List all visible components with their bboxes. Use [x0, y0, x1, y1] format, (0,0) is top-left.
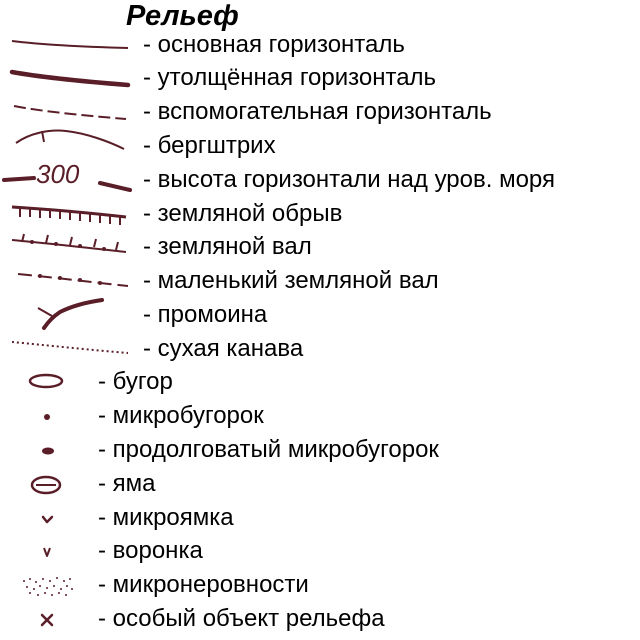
legend-row-auxiliary-contour: [0, 95, 640, 129]
special-landform-icon: [0, 602, 96, 636]
small-knoll-icon: [0, 399, 96, 433]
legend-row-contour-height: [0, 163, 640, 197]
legend-label: - микробугорок: [98, 402, 264, 429]
main-contour-line-icon: [0, 28, 140, 62]
legend-row-index-contour: [0, 61, 640, 95]
legend-label: - земляной обрыв: [143, 200, 343, 227]
legend-row-small-pit: [0, 501, 640, 535]
legend-label: - земляной вал: [143, 233, 312, 260]
legend-title: Рельеф: [126, 0, 239, 32]
knoll-icon: [0, 365, 96, 399]
legend-label: - микронеровности: [98, 571, 309, 598]
legend-row-small-earth-wall: [0, 264, 640, 298]
funnel-icon: [0, 534, 96, 568]
legend-label: - бергштрих: [143, 132, 276, 159]
legend-row-broken-ground: [0, 568, 640, 602]
legend-label: - воронка: [98, 537, 203, 564]
small-earth-wall-icon: [0, 264, 140, 298]
legend-row-dry-ditch: [0, 332, 640, 366]
legend-row-special-landform: [0, 602, 640, 636]
contour-height-label: 300: [36, 163, 80, 189]
small-pit-icon: [0, 501, 96, 535]
legend-label: - утолщённая горизонталь: [143, 64, 437, 91]
pit-icon: [0, 467, 96, 501]
legend-row-knoll: [0, 365, 640, 399]
legend-row-elongated-knoll: [0, 433, 640, 467]
dry-ditch-icon: [0, 332, 140, 366]
erosion-gully-icon: [0, 298, 140, 332]
broken-ground-icon: [0, 568, 96, 602]
legend-row-main-contour: [0, 28, 640, 62]
legend-label: - бугор: [98, 368, 173, 395]
slope-line-icon: [0, 129, 140, 163]
legend-row-small-knoll: [0, 399, 640, 433]
earth-bank-icon: [0, 197, 140, 231]
contour-height-icon: [0, 163, 140, 197]
legend-label: - яма: [98, 470, 156, 497]
elongated-knoll-icon: [0, 433, 96, 467]
legend-row-pit: [0, 467, 640, 501]
auxiliary-contour-line-icon: [0, 95, 140, 129]
earth-wall-icon: [0, 230, 140, 264]
legend-row-erosion-gully: [0, 298, 640, 332]
legend-label: - особый объект рельефа: [98, 605, 385, 632]
legend-label: - сухая канава: [143, 335, 304, 362]
legend-label: - вспомогательная горизонталь: [143, 98, 492, 125]
legend-row-earth-bank: [0, 197, 640, 231]
legend-row-earth-wall: [0, 230, 640, 264]
legend-label: - микроямка: [98, 504, 234, 531]
index-contour-line-icon: [0, 61, 140, 95]
legend-row-funnel: [0, 534, 640, 568]
legend-label: - маленький земляной вал: [143, 267, 439, 294]
legend-label: - промоина: [143, 301, 268, 328]
legend-label: - высота горизонтали над уров. моря: [143, 166, 556, 193]
legend-label: - основная горизонталь: [143, 31, 405, 58]
legend-label: - продолговатый микробугорок: [98, 436, 439, 463]
legend-row-slope-line: [0, 129, 640, 163]
